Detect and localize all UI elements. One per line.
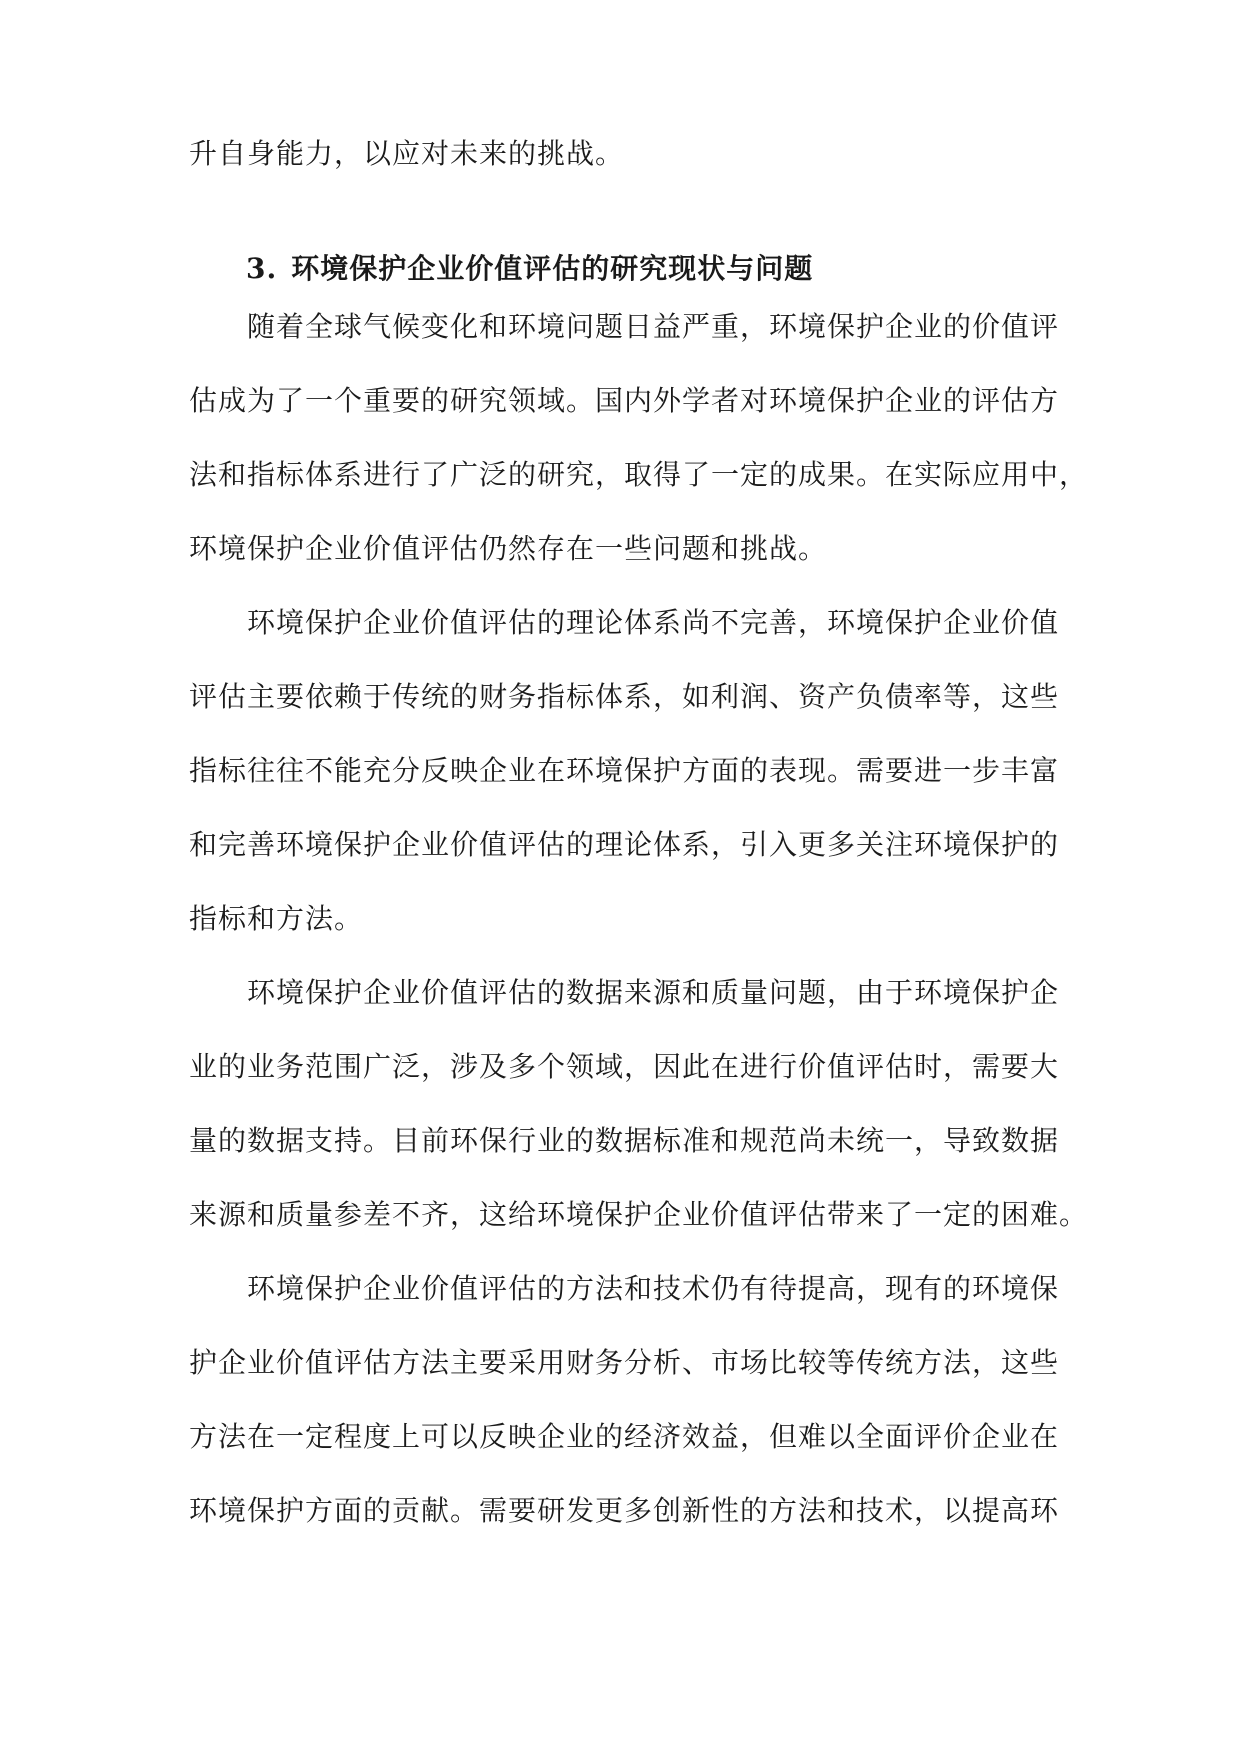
- text-line: 来源和质量参差不齐，这给环境保护企业价值评估带来了一定的困难。: [189, 1198, 1089, 1231]
- text-line: 估成为了一个重要的研究领域。国内外学者对环境保护企业的评估方: [189, 384, 1060, 417]
- intro-paragraph: [189, 117, 1051, 191]
- text-line: 指标往往不能充分反映企业在环境保护方面的表现。需要进一步丰富: [189, 754, 1060, 787]
- text-line: 和完善环境保护企业价值评估的理论体系，引入更多关注环境保护的: [189, 828, 1060, 861]
- text-line: 环境保护企业价值评估的数据来源和质量问题，由于环境保护企: [189, 976, 1060, 1009]
- text-line: 法和指标体系进行了广泛的研究，取得了一定的成果。在实际应用中，: [189, 458, 1089, 491]
- paragraph-3: [189, 956, 1089, 1252]
- text-line: 随着全球气候变化和环境问题日益严重，环境保护企业的价值评: [189, 310, 1060, 343]
- section-title: 环境保护企业价值评估的研究现状与问题: [291, 252, 814, 285]
- text-line: 方法在一定程度上可以反映企业的经济效益，但难以全面评价企业在: [189, 1420, 1060, 1453]
- text-line: 环境保护方面的贡献。需要研发更多创新性的方法和技术，以提高环: [189, 1494, 1060, 1527]
- text-line: 环境保护企业价值评估的方法和技术仍有待提高，现有的环境保: [189, 1272, 1060, 1305]
- text-line: 指标和方法。: [189, 902, 364, 935]
- paragraph-4: [189, 1252, 1060, 1548]
- text-line: 量的数据支持。目前环保行业的数据标准和规范尚未统一，导致数据: [189, 1124, 1060, 1157]
- text-line: 业的业务范围广泛，涉及多个领域，因此在进行价值评估时，需要大: [189, 1050, 1060, 1083]
- section-number: 3.: [246, 252, 278, 285]
- text-line: 环境保护企业价值评估的理论体系尚不完善，环境保护企业价值: [189, 606, 1060, 639]
- section-heading: [246, 247, 813, 287]
- text-line: 升自身能力，以应对未来的挑战。: [189, 137, 625, 170]
- text-line: 环境保护企业价值评估仍然存在一些问题和挑战。: [189, 532, 828, 565]
- text-line: 评估主要依赖于传统的财务指标体系，如利润、资产负债率等，这些: [189, 680, 1060, 713]
- paragraph-1: [189, 290, 1089, 586]
- text-line: 护企业价值评估方法主要采用财务分析、市场比较等传统方法，这些: [189, 1346, 1060, 1379]
- paragraph-2: [189, 586, 1060, 956]
